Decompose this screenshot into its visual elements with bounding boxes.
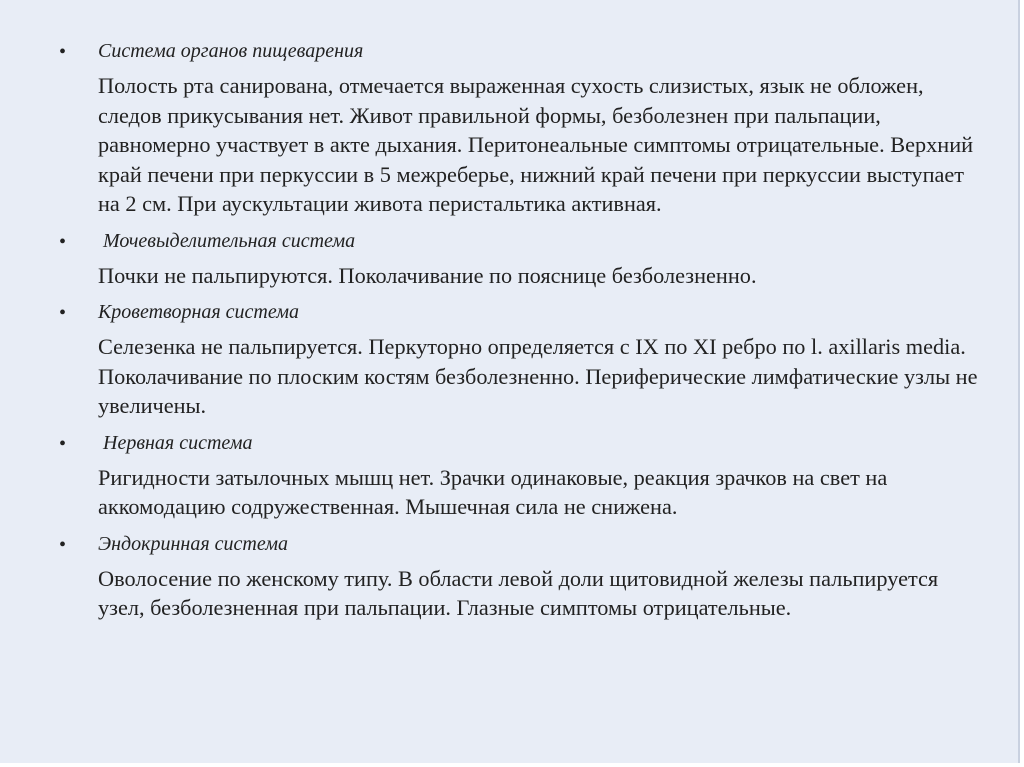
section-heading: Нервная система (103, 431, 253, 454)
section-urinary (0, 226, 1010, 291)
section-heading: Система органов пищеварения (98, 40, 364, 62)
section-text: Оволосение по женскому типу. В области левой доли щитовидной железы пальпируется узел, безболезненная при пальпации. Глазные симптомы отрицательные. (98, 565, 939, 620)
section-digestive (0, 36, 1010, 219)
section-heading: Эндокринная система (98, 532, 288, 555)
section-heading: Мочевыделительная система (103, 229, 356, 252)
section-endocrine (0, 529, 1010, 623)
bullet-marker: • (59, 230, 67, 253)
section-nervous (0, 428, 1010, 522)
section-text: Полость рта санирована, отмечается выраженная сухость слизистых, язык не обложен, следов прикусывания нет. Живот правильной формы, безболезнен при пальпации, равномерно участвует в акте дыхания. Перитонеальные симптомы отрицательные. Верхний край печени при перкуссии в 5 межреберье, нижний край печени при перкуссии выступает на 2 см. При аускультации живота перистальтика активная. (98, 73, 974, 216)
bullet-marker: • (59, 41, 67, 63)
bullet-marker: • (59, 432, 67, 455)
bullet-marker: • (59, 302, 67, 324)
section-heading: Кроветворная система (98, 301, 299, 323)
bullet-marker: • (59, 533, 67, 556)
section-text: Ригидности затылочных мышц нет. Зрачки одинаковые, реакция зрачков на свет на аккомодацию содружественная. Мышечная сила не снижена. (98, 464, 888, 519)
section-hematopoietic (0, 297, 1010, 421)
section-text: Селезенка не пальпируется. Перкуторно определяется с IX по XI ребро по l. axillaris media. Поколачивание по плоским костям безболезненно. Периферические лимфатические узлы не увеличены. (98, 334, 978, 418)
section-list (0, 36, 1010, 623)
section-text: Почки не пальпируются. Поколачивание по пояснице безболезненно. (98, 262, 757, 288)
